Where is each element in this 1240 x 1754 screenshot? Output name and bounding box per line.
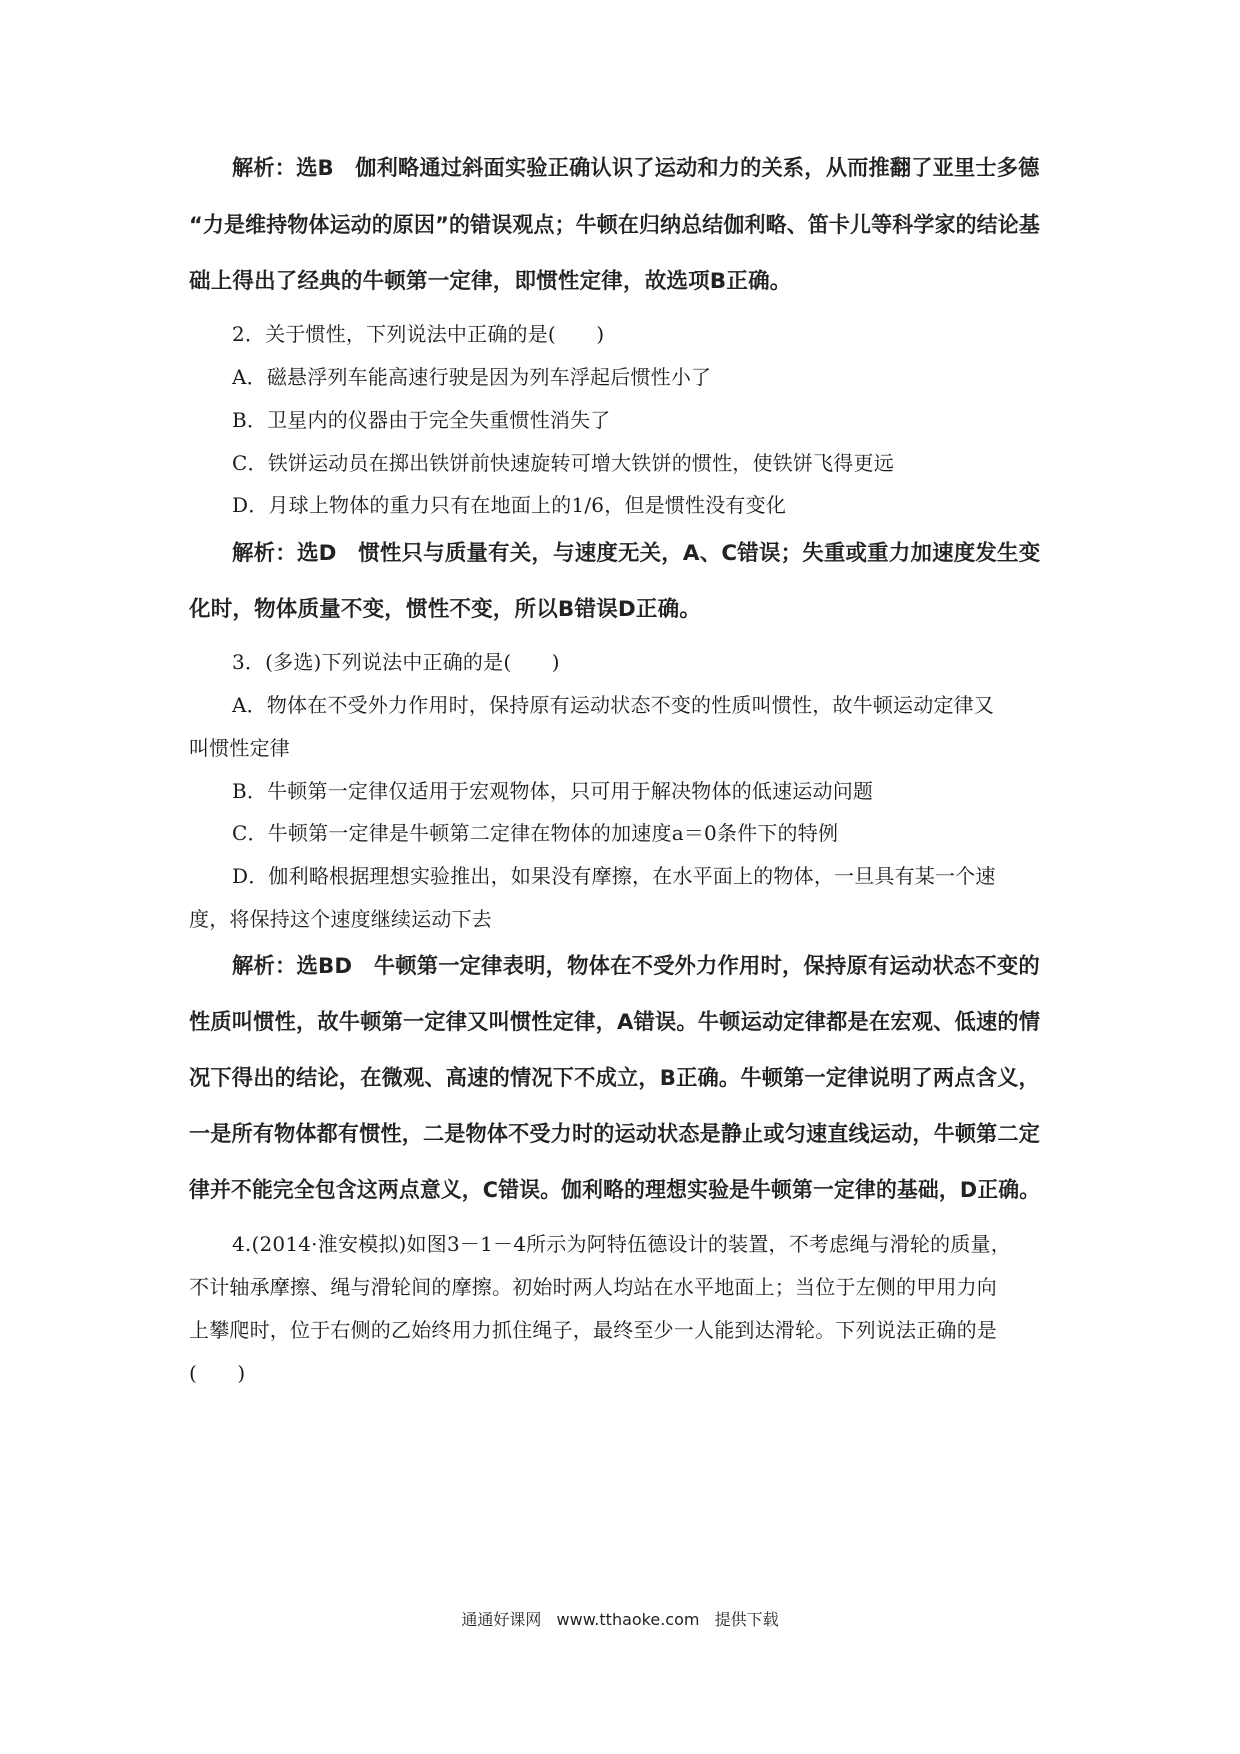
q1-answer-line-2: “力是维持物体运动的原因”的错误观点；牛顿在归纳总结伽利略、笛卡儿等科学家的结论基 xyxy=(189,213,1040,238)
page-footer xyxy=(0,1609,1240,1631)
q3-stem: 3．(多选)下列说法中正确的是( ) xyxy=(232,650,560,674)
q3-option-d-line-2: 度，将保持这个速度继续运动下去 xyxy=(189,907,492,931)
q4-line-4: ( ) xyxy=(189,1361,246,1385)
q3-answer-line-4: 一是所有物体都有惯性，二是物体不受力时的运动状态是静止或匀速直线运动，牛顿第二定 xyxy=(189,1122,1041,1147)
q1-answer-line-1: 解析：选B 伽利略通过斜面实验正确认识了运动和力的关系，从而推翻了亚里士多德 xyxy=(232,156,1040,181)
q2-option-d: D．月球上物体的重力只有在地面上的1/6，但是惯性没有变化 xyxy=(232,493,787,517)
footer-site-name: 通通好课网 xyxy=(461,1610,542,1629)
q3-answer-line-1: 解析：选BD 牛顿第一定律表明，物体在不受外力作用时，保持原有运动状态不变的 xyxy=(232,954,1040,979)
q3-answer-line-2: 性质叫惯性，故牛顿第一定律又叫惯性定律，A错误。牛顿运动定律都是在宏观、低速的情 xyxy=(189,1010,1041,1035)
q2-option-b: B．卫星内的仪器由于完全失重惯性消失了 xyxy=(232,408,611,432)
q1-answer-line-3: 础上得出了经典的牛顿第一定律，即惯性定律，故选项B正确。 xyxy=(189,269,792,294)
q2-stem: 2．关于惯性，下列说法中正确的是( ) xyxy=(232,322,605,346)
q3-answer-line-3: 况下得出的结论，在微观、高速的情况下不成立，B正确。牛顿第一定律说明了两点含义， xyxy=(189,1066,1040,1091)
q3-answer-line-5: 律并不能完全包含这两点意义，C错误。伽利略的理想实验是牛顿第一定律的基础，D正确。 xyxy=(189,1178,1041,1203)
footer-note: 提供下载 xyxy=(714,1610,779,1629)
q4-line-3: 上攀爬时，位于右侧的乙始终用力抓住绳子，最终至少一人能到达滑轮。下列说法正确的是 xyxy=(189,1318,997,1342)
q3-option-d-line-1: D．伽利略根据理想实验推出，如果没有摩擦，在水平面上的物体，一旦具有某一个速 xyxy=(232,864,996,888)
q2-option-a: A．磁悬浮列车能高速行驶是因为列车浮起后惯性小了 xyxy=(232,365,712,389)
q4-line-2: 不计轴承摩擦、绳与滑轮间的摩擦。初始时两人均站在水平地面上；当位于左侧的甲用力向 xyxy=(189,1275,997,1299)
q2-answer-line-1: 解析：选D 惯性只与质量有关，与速度无关，A、C错误；失重或重力加速度发生变 xyxy=(232,541,1041,566)
q3-option-a-line-2: 叫惯性定律 xyxy=(189,736,290,760)
q3-option-a-line-1: A．物体在不受外力作用时，保持原有运动状态不变的性质叫惯性，故牛顿运动定律又 xyxy=(232,693,995,717)
q3-option-b: B．牛顿第一定律仅适用于宏观物体，只可用于解决物体的低速运动问题 xyxy=(232,779,874,803)
q2-answer-line-2: 化时，物体质量不变，惯性不变，所以B错误D正确。 xyxy=(189,597,702,622)
q4-line-1: 4.(2014·淮安模拟)如图3－1－4所示为阿特伍德设计的装置，不考虑绳与滑轮的质量， xyxy=(232,1232,1011,1256)
q2-option-c: C．铁饼运动员在掷出铁饼前快速旋转可增大铁饼的惯性，使铁饼飞得更远 xyxy=(232,451,894,475)
footer-url[interactable]: www.tthaoke.com xyxy=(556,1610,700,1629)
q3-option-c: C．牛顿第一定律是牛顿第二定律在物体的加速度a＝0条件下的特例 xyxy=(232,821,839,845)
